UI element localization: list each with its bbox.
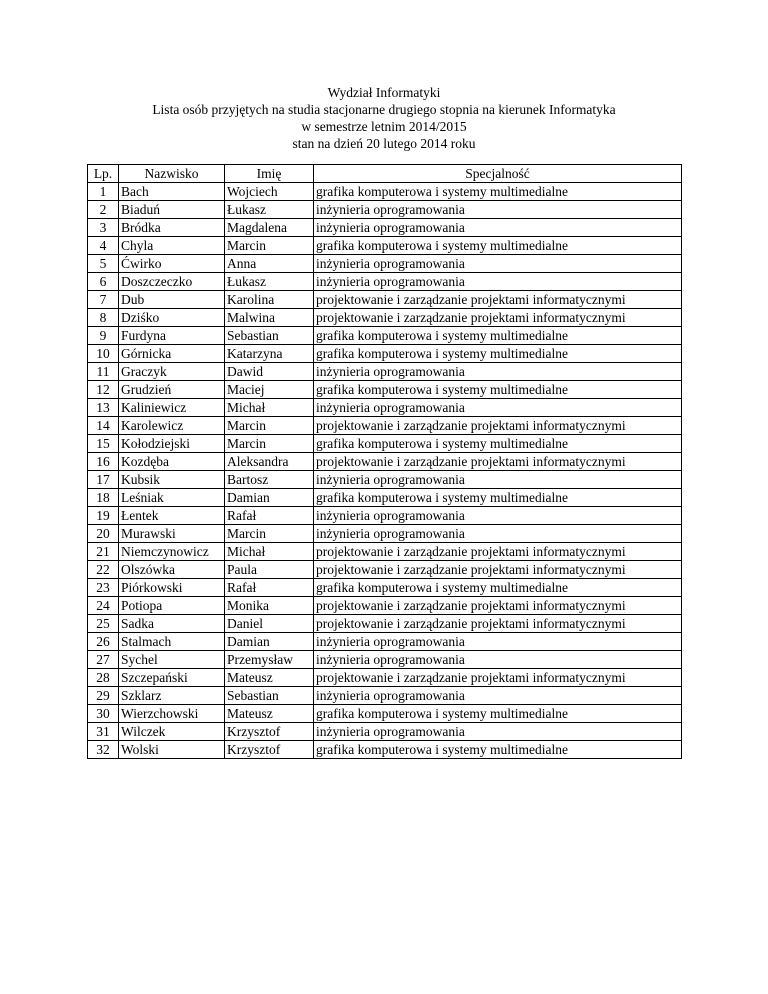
cell-imie: Krzysztof bbox=[225, 741, 314, 759]
cell-imie: Mateusz bbox=[225, 669, 314, 687]
table-row bbox=[88, 561, 682, 579]
cell-lp: 1 bbox=[88, 183, 119, 201]
cell-nazwisko: Wilczek bbox=[119, 723, 225, 741]
column-header-nazwisko: Nazwisko bbox=[119, 165, 225, 183]
cell-nazwisko: Olszówka bbox=[119, 561, 225, 579]
cell-nazwisko: Niemczynowicz bbox=[119, 543, 225, 561]
table-row bbox=[88, 381, 682, 399]
cell-lp: 14 bbox=[88, 417, 119, 435]
cell-lp: 30 bbox=[88, 705, 119, 723]
table-row bbox=[88, 417, 682, 435]
cell-specjalnosc: grafika komputerowa i systemy multimedialne bbox=[314, 381, 682, 399]
admitted-students-table bbox=[87, 164, 682, 759]
cell-nazwisko: Kołodziejski bbox=[119, 435, 225, 453]
cell-lp: 16 bbox=[88, 453, 119, 471]
cell-lp: 28 bbox=[88, 669, 119, 687]
cell-specjalnosc: inżynieria oprogramowania bbox=[314, 273, 682, 291]
cell-nazwisko: Sadka bbox=[119, 615, 225, 633]
cell-imie: Łukasz bbox=[225, 201, 314, 219]
cell-nazwisko: Wolski bbox=[119, 741, 225, 759]
table-row bbox=[88, 363, 682, 381]
cell-imie: Rafał bbox=[225, 507, 314, 525]
cell-lp: 27 bbox=[88, 651, 119, 669]
table-row bbox=[88, 237, 682, 255]
cell-lp: 15 bbox=[88, 435, 119, 453]
cell-nazwisko: Karolewicz bbox=[119, 417, 225, 435]
cell-specjalnosc: inżynieria oprogramowania bbox=[314, 723, 682, 741]
table-body bbox=[88, 183, 682, 759]
cell-specjalnosc: grafika komputerowa i systemy multimedialne bbox=[314, 579, 682, 597]
cell-lp: 2 bbox=[88, 201, 119, 219]
cell-specjalnosc: inżynieria oprogramowania bbox=[314, 363, 682, 381]
cell-imie: Bartosz bbox=[225, 471, 314, 489]
table-row bbox=[88, 273, 682, 291]
cell-imie: Monika bbox=[225, 597, 314, 615]
cell-specjalnosc: inżynieria oprogramowania bbox=[314, 525, 682, 543]
table-row bbox=[88, 201, 682, 219]
cell-imie: Katarzyna bbox=[225, 345, 314, 363]
cell-lp: 26 bbox=[88, 633, 119, 651]
table-row bbox=[88, 687, 682, 705]
table-row bbox=[88, 345, 682, 363]
cell-imie: Michał bbox=[225, 543, 314, 561]
cell-specjalnosc: inżynieria oprogramowania bbox=[314, 687, 682, 705]
cell-lp: 24 bbox=[88, 597, 119, 615]
cell-specjalnosc: projektowanie i zarządzanie projektami informatycznymi bbox=[314, 453, 682, 471]
cell-lp: 5 bbox=[88, 255, 119, 273]
cell-imie: Wojciech bbox=[225, 183, 314, 201]
cell-lp: 25 bbox=[88, 615, 119, 633]
cell-lp: 7 bbox=[88, 291, 119, 309]
cell-imie: Damian bbox=[225, 633, 314, 651]
table-row bbox=[88, 741, 682, 759]
cell-nazwisko: Graczyk bbox=[119, 363, 225, 381]
table-row bbox=[88, 471, 682, 489]
cell-nazwisko: Doszczeczko bbox=[119, 273, 225, 291]
cell-specjalnosc: projektowanie i zarządzanie projektami informatycznymi bbox=[314, 561, 682, 579]
cell-nazwisko: Bródka bbox=[119, 219, 225, 237]
cell-imie: Malwina bbox=[225, 309, 314, 327]
cell-nazwisko: Szczepański bbox=[119, 669, 225, 687]
table-row bbox=[88, 183, 682, 201]
cell-specjalnosc: inżynieria oprogramowania bbox=[314, 219, 682, 237]
cell-lp: 18 bbox=[88, 489, 119, 507]
cell-imie: Sebastian bbox=[225, 687, 314, 705]
cell-nazwisko: Kubsik bbox=[119, 471, 225, 489]
cell-imie: Krzysztof bbox=[225, 723, 314, 741]
cell-specjalnosc: grafika komputerowa i systemy multimedialne bbox=[314, 327, 682, 345]
column-header-specjalnosc: Specjalność bbox=[314, 165, 682, 183]
cell-imie: Aleksandra bbox=[225, 453, 314, 471]
cell-nazwisko: Biaduń bbox=[119, 201, 225, 219]
cell-specjalnosc: projektowanie i zarządzanie projektami informatycznymi bbox=[314, 417, 682, 435]
cell-lp: 19 bbox=[88, 507, 119, 525]
cell-specjalnosc: inżynieria oprogramowania bbox=[314, 507, 682, 525]
cell-specjalnosc: projektowanie i zarządzanie projektami informatycznymi bbox=[314, 543, 682, 561]
cell-nazwisko: Wierzchowski bbox=[119, 705, 225, 723]
column-header-imie: Imię bbox=[225, 165, 314, 183]
cell-lp: 32 bbox=[88, 741, 119, 759]
cell-imie: Mateusz bbox=[225, 705, 314, 723]
table-row bbox=[88, 255, 682, 273]
cell-imie: Przemysław bbox=[225, 651, 314, 669]
cell-specjalnosc: projektowanie i zarządzanie projektami informatycznymi bbox=[314, 615, 682, 633]
cell-imie: Maciej bbox=[225, 381, 314, 399]
cell-specjalnosc: inżynieria oprogramowania bbox=[314, 633, 682, 651]
cell-nazwisko: Dub bbox=[119, 291, 225, 309]
cell-nazwisko: Łentek bbox=[119, 507, 225, 525]
cell-lp: 31 bbox=[88, 723, 119, 741]
cell-specjalnosc: grafika komputerowa i systemy multimedialne bbox=[314, 705, 682, 723]
table-row bbox=[88, 651, 682, 669]
cell-nazwisko: Bach bbox=[119, 183, 225, 201]
cell-lp: 22 bbox=[88, 561, 119, 579]
table-row bbox=[88, 489, 682, 507]
table-row bbox=[88, 309, 682, 327]
cell-lp: 23 bbox=[88, 579, 119, 597]
cell-imie: Paula bbox=[225, 561, 314, 579]
cell-nazwisko: Potiopa bbox=[119, 597, 225, 615]
cell-imie: Anna bbox=[225, 255, 314, 273]
cell-specjalnosc: inżynieria oprogramowania bbox=[314, 255, 682, 273]
status-date: stan na dzień 20 lutego 2014 roku bbox=[292, 136, 476, 151]
cell-specjalnosc: inżynieria oprogramowania bbox=[314, 399, 682, 417]
table-row bbox=[88, 507, 682, 525]
cell-lp: 9 bbox=[88, 327, 119, 345]
cell-nazwisko: Chyla bbox=[119, 237, 225, 255]
table-row bbox=[88, 219, 682, 237]
table-row bbox=[88, 615, 682, 633]
table-row bbox=[88, 705, 682, 723]
cell-specjalnosc: inżynieria oprogramowania bbox=[314, 201, 682, 219]
cell-lp: 8 bbox=[88, 309, 119, 327]
cell-imie: Marcin bbox=[225, 525, 314, 543]
cell-imie: Dawid bbox=[225, 363, 314, 381]
table-header-row bbox=[88, 165, 682, 183]
cell-lp: 3 bbox=[88, 219, 119, 237]
list-title: Lista osób przyjętych na studia stacjonarne drugiego stopnia na kierunek Informatyka bbox=[152, 102, 616, 117]
cell-lp: 17 bbox=[88, 471, 119, 489]
cell-lp: 10 bbox=[88, 345, 119, 363]
cell-nazwisko: Kaliniewicz bbox=[119, 399, 225, 417]
cell-imie: Marcin bbox=[225, 435, 314, 453]
table-row bbox=[88, 525, 682, 543]
cell-lp: 12 bbox=[88, 381, 119, 399]
table-row bbox=[88, 291, 682, 309]
cell-nazwisko: Kozdęba bbox=[119, 453, 225, 471]
table-row bbox=[88, 327, 682, 345]
cell-imie: Magdalena bbox=[225, 219, 314, 237]
cell-lp: 20 bbox=[88, 525, 119, 543]
cell-imie: Marcin bbox=[225, 417, 314, 435]
cell-specjalnosc: grafika komputerowa i systemy multimedialne bbox=[314, 489, 682, 507]
cell-nazwisko: Ćwirko bbox=[119, 255, 225, 273]
cell-nazwisko: Leśniak bbox=[119, 489, 225, 507]
table-row bbox=[88, 399, 682, 417]
cell-nazwisko: Piórkowski bbox=[119, 579, 225, 597]
cell-specjalnosc: projektowanie i zarządzanie projektami informatycznymi bbox=[314, 669, 682, 687]
cell-nazwisko: Górnicka bbox=[119, 345, 225, 363]
table-row bbox=[88, 633, 682, 651]
cell-nazwisko: Sychel bbox=[119, 651, 225, 669]
cell-specjalnosc: projektowanie i zarządzanie projektami informatycznymi bbox=[314, 291, 682, 309]
table-row bbox=[88, 543, 682, 561]
cell-specjalnosc: grafika komputerowa i systemy multimedialne bbox=[314, 183, 682, 201]
table-row bbox=[88, 453, 682, 471]
cell-imie: Karolina bbox=[225, 291, 314, 309]
cell-specjalnosc: grafika komputerowa i systemy multimedialne bbox=[314, 345, 682, 363]
faculty-title: Wydział Informatyki bbox=[327, 85, 441, 100]
table-row bbox=[88, 669, 682, 687]
cell-nazwisko: Murawski bbox=[119, 525, 225, 543]
cell-imie: Rafał bbox=[225, 579, 314, 597]
cell-lp: 29 bbox=[88, 687, 119, 705]
semester-line: w semestrze letnim 2014/2015 bbox=[301, 119, 467, 134]
cell-imie: Marcin bbox=[225, 237, 314, 255]
cell-imie: Łukasz bbox=[225, 273, 314, 291]
cell-lp: 11 bbox=[88, 363, 119, 381]
column-header-lp: Lp. bbox=[88, 165, 119, 183]
cell-specjalnosc: grafika komputerowa i systemy multimedialne bbox=[314, 741, 682, 759]
cell-lp: 4 bbox=[88, 237, 119, 255]
cell-imie: Daniel bbox=[225, 615, 314, 633]
cell-specjalnosc: projektowanie i zarządzanie projektami informatycznymi bbox=[314, 597, 682, 615]
cell-lp: 21 bbox=[88, 543, 119, 561]
cell-specjalnosc: inżynieria oprogramowania bbox=[314, 651, 682, 669]
cell-nazwisko: Szklarz bbox=[119, 687, 225, 705]
cell-specjalnosc: grafika komputerowa i systemy multimedialne bbox=[314, 435, 682, 453]
cell-nazwisko: Grudzień bbox=[119, 381, 225, 399]
document-header bbox=[0, 84, 768, 152]
cell-nazwisko: Stalmach bbox=[119, 633, 225, 651]
cell-imie: Damian bbox=[225, 489, 314, 507]
table-row bbox=[88, 579, 682, 597]
cell-imie: Michał bbox=[225, 399, 314, 417]
cell-nazwisko: Dziśko bbox=[119, 309, 225, 327]
table-row bbox=[88, 723, 682, 741]
cell-lp: 13 bbox=[88, 399, 119, 417]
cell-specjalnosc: inżynieria oprogramowania bbox=[314, 471, 682, 489]
cell-imie: Sebastian bbox=[225, 327, 314, 345]
table-row bbox=[88, 435, 682, 453]
cell-specjalnosc: grafika komputerowa i systemy multimedialne bbox=[314, 237, 682, 255]
table-row bbox=[88, 597, 682, 615]
cell-lp: 6 bbox=[88, 273, 119, 291]
cell-nazwisko: Furdyna bbox=[119, 327, 225, 345]
cell-specjalnosc: projektowanie i zarządzanie projektami informatycznymi bbox=[314, 309, 682, 327]
